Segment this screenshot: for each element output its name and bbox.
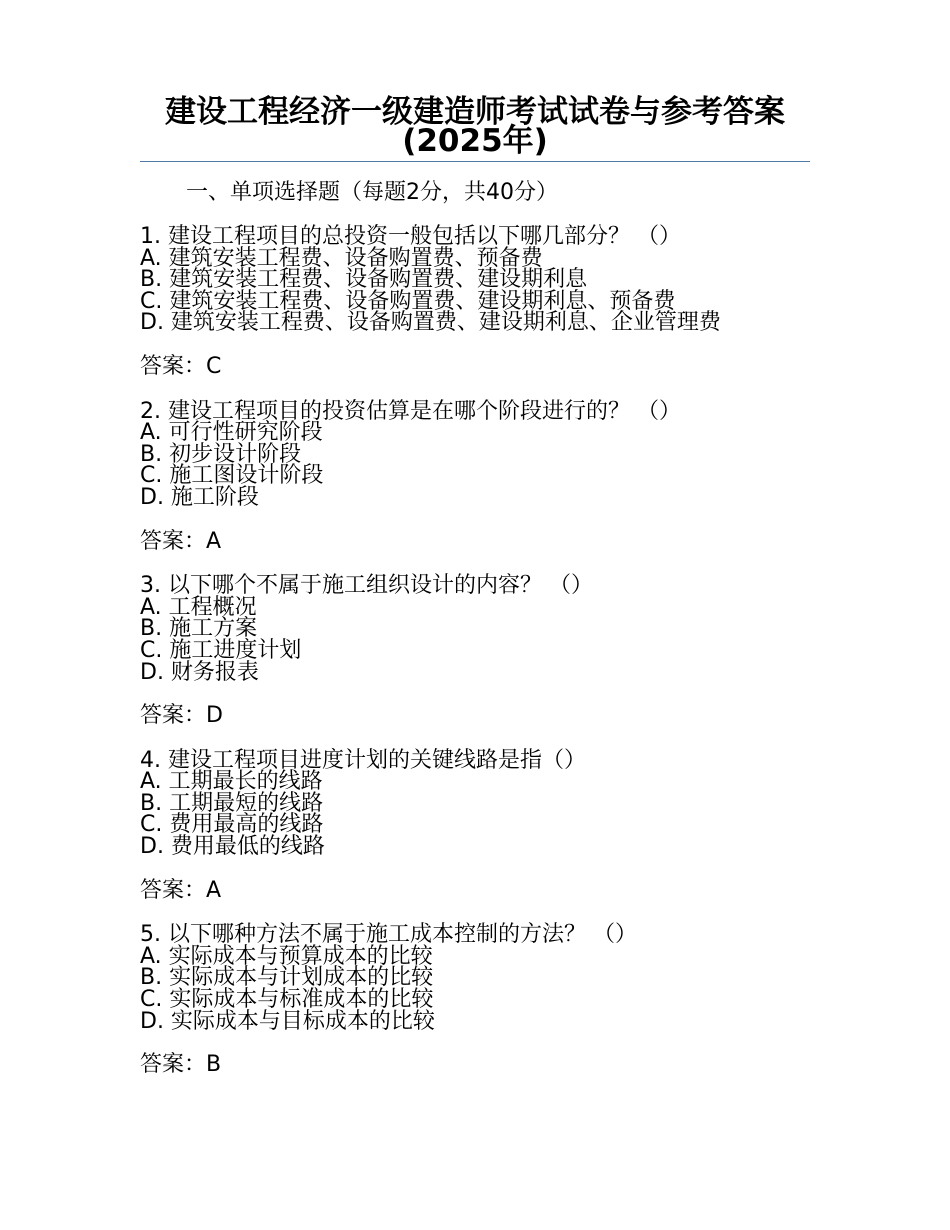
option-a: A. 实际成本与预算成本的比较 [140,943,433,969]
section-heading: 一、单项选择题（每题2分，共40分） [186,180,558,205]
question-5 [140,924,840,1076]
answer: 答案：B [140,1052,222,1078]
question-stem: 5. 以下哪种方法不属于施工成本控制的方法？ （） [140,922,637,948]
question-1 [140,226,840,378]
option-d: D. 建筑安装工程费、设备购置费、建设期利息、企业管理费 [140,310,721,336]
option-b: B. 工期最短的线路 [140,790,324,816]
option-d: D. 费用最低的线路 [140,834,325,860]
question-2 [140,398,840,554]
question-stem: 4. 建设工程项目进度计划的关键线路是指（） [140,747,586,773]
title-divider [140,161,810,162]
option-d: D. 实际成本与目标成本的比较 [140,1008,435,1034]
question-list [140,226,840,1099]
option-a: A. 可行性研究阶段 [140,420,323,446]
option-d: D. 施工阶段 [140,484,259,510]
answer: 答案：A [140,877,222,903]
option-c: C. 施工进度计划 [140,637,302,663]
answer: 答案：C [140,353,222,379]
question-stem: 1. 建设工程项目的总投资一般包括以下哪几部分？ （） [140,224,681,249]
question-3 [140,575,840,727]
document-title: 建设工程经济一级建造师考试试卷与参考答案(2025年) [165,94,785,159]
option-c: C. 费用最高的线路 [140,812,324,838]
option-a: A. 工期最长的线路 [140,769,323,795]
option-c: C. 建筑安装工程费、设备购置费、建设期利息、预备费 [140,288,676,314]
answer: 答案：A [140,528,222,554]
option-b: B. 实际成本与计划成本的比较 [140,965,434,991]
answer: 答案：D [140,703,223,729]
option-b: B. 施工方案 [140,616,258,642]
option-b: B. 初步设计阶段 [140,441,302,467]
option-c: C. 施工图设计阶段 [140,463,324,489]
option-a: A. 建筑安装工程费、设备购置费、预备费 [140,245,543,271]
question-stem: 3. 以下哪个不属于施工组织设计的内容？ （） [140,573,593,599]
option-a: A. 工程概况 [140,594,257,620]
option-b: B. 建筑安装工程费、设备购置费、建设期利息 [140,267,588,293]
option-d: D. 财务报表 [140,659,259,685]
question-stem: 2. 建设工程项目的投资估算是在哪个阶段进行的？ （） [140,398,681,424]
question-4 [140,747,840,903]
option-c: C. 实际成本与标准成本的比较 [140,987,434,1013]
